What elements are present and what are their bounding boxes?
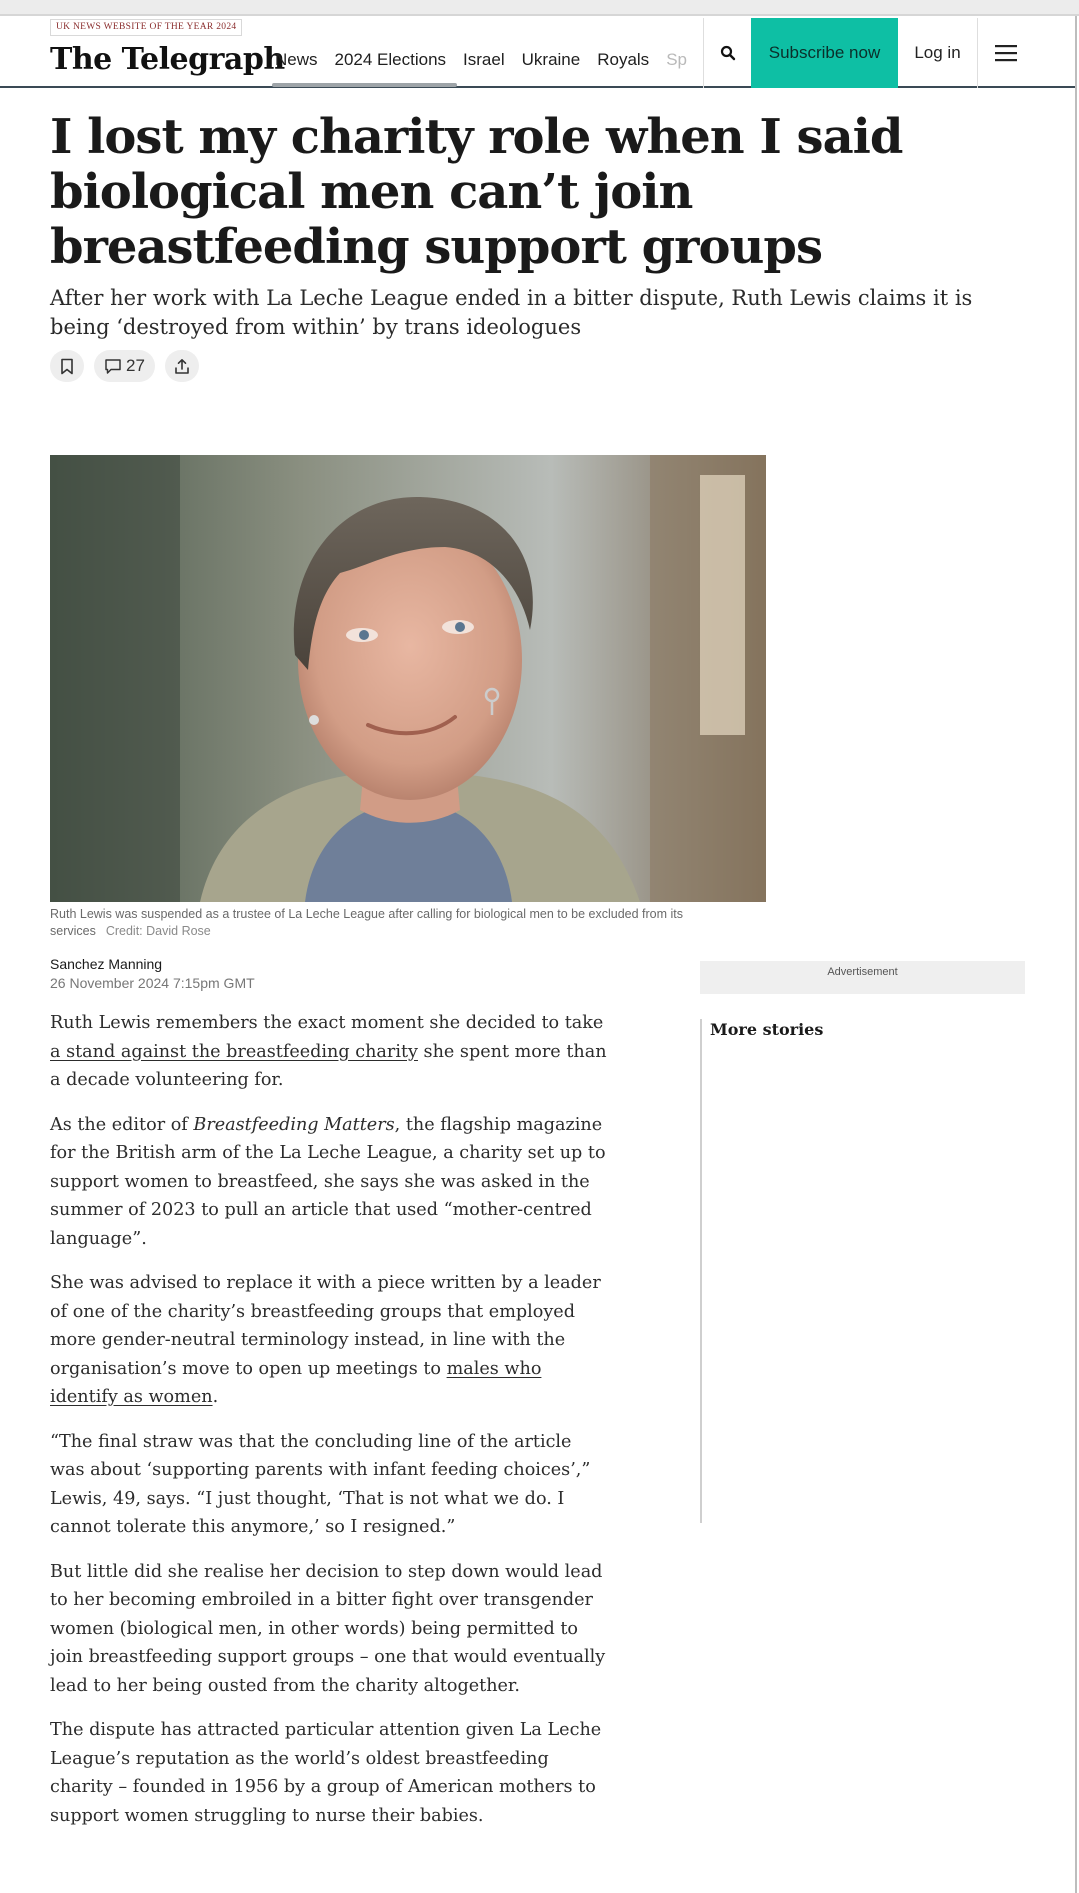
paragraph-text: . <box>212 1387 219 1407</box>
photo-caption <box>50 906 740 940</box>
caption-text: Ruth Lewis was suspended as a trustee of La Leche League after calling for biological men to be excluded from its services <box>50 907 684 938</box>
paragraph-text: As the editor of <box>50 1114 194 1135</box>
paragraph: The dispute has attracted particular attention given La Leche League’s reputation as the world’s oldest breastfeeding charity – founded in 1956 by a group of American mothers to support women struggling to nurse their babies. <box>50 1720 602 1826</box>
article-standfirst: After her work with La Leche League ended in a bitter dispute, Ruth Lewis claims it is being ‘destroyed from within’ by trans ideologues <box>50 286 973 339</box>
advertisement-slot: Advertisement <box>700 961 1025 994</box>
nav-item-news[interactable]: News <box>275 50 318 69</box>
share-button[interactable] <box>165 350 199 382</box>
link-stand-against-charity[interactable]: a stand against the breastfeeding charity <box>50 1041 418 1062</box>
menu-button[interactable] <box>978 18 1034 88</box>
link-males-who-identify[interactable]: males who identify as women <box>50 1358 542 1407</box>
nav-scroll-indicator <box>272 83 457 87</box>
search-button[interactable] <box>703 18 751 88</box>
paragraph-text: she spent more than a decade volunteering for. <box>50 1041 607 1090</box>
paragraph <box>50 1009 610 1095</box>
hamburger-menu-icon <box>994 44 1018 62</box>
more-stories-heading: More stories <box>710 1020 824 1039</box>
paragraph: But little did she realise her decision to step down would lead to her becoming embroiled in a bitter fight over transgender women (biological men, in other words) being permitted to join breastfeeding support groups – one that would eventually lead to her being ousted from the charity altogether. <box>50 1561 606 1696</box>
comment-icon <box>104 358 122 375</box>
site-header <box>0 18 1075 88</box>
login-button[interactable]: Log in <box>898 18 978 88</box>
comment-count: 27 <box>126 356 145 375</box>
author-name[interactable]: Sanchez Manning <box>50 956 163 972</box>
nav-item-2024-elections[interactable]: 2024 Elections <box>334 50 447 69</box>
article-actions <box>50 350 199 382</box>
paragraph <box>50 1111 610 1254</box>
search-icon <box>720 45 736 61</box>
article-lead-photo <box>50 455 766 902</box>
main-nav <box>275 50 695 86</box>
publish-date: 26 November 2024 7:15pm GMT <box>50 975 255 991</box>
nav-item-sport[interactable]: Sp <box>666 50 687 69</box>
magazine-title: Breastfeeding Matters <box>193 1114 395 1135</box>
nav-item-royals[interactable]: Royals <box>597 50 650 69</box>
bookmark-icon <box>60 358 74 375</box>
article-headline: I lost my charity role when I said biological men can’t join breastfeeding support groups <box>50 109 903 275</box>
subscribe-button[interactable]: Subscribe now <box>751 18 898 88</box>
browser-top-strip <box>0 0 1079 16</box>
telegraph-logo[interactable]: The Telegraph <box>50 42 285 77</box>
nav-item-israel[interactable]: Israel <box>463 50 505 69</box>
paragraph-text: , the flagship magazine for the British arm of the La Leche League, a charity set up to support women to breastfeed, she says she was asked in the summer of 2023 to pull an article that used “mother-centred language”. <box>50 1114 606 1249</box>
photo-credit: Credit: David Rose <box>105 924 211 938</box>
nav-item-ukraine[interactable]: Ukraine <box>521 50 581 69</box>
page-right-border <box>1075 16 1077 1893</box>
paragraph-text: She was advised to replace it with a piece written by a leader of one of the charity’s breastfeeding groups that employed more gender-neutral terminology instead, in line with the organisation’s move to open up meetings to <box>50 1273 601 1379</box>
paragraph: “The final straw was that the concluding line of the article was about ‘supporting parents with infant feeding choices’,” Lewis, 49, says. “I just thought, ‘That is not what we do. I cannot tolerate this anymore,’ so I resigned.” <box>50 1431 591 1537</box>
share-icon <box>174 358 190 375</box>
comments-button[interactable] <box>94 350 155 382</box>
paragraph <box>50 1269 610 1412</box>
paragraph-text: Ruth Lewis remembers the exact moment she decided to take <box>50 1013 604 1033</box>
more-stories-rule <box>700 1019 702 1523</box>
award-badge: UK NEWS WEBSITE OF THE YEAR 2024 <box>50 19 242 36</box>
bookmark-button[interactable] <box>50 350 84 382</box>
article-body <box>50 1009 610 1846</box>
